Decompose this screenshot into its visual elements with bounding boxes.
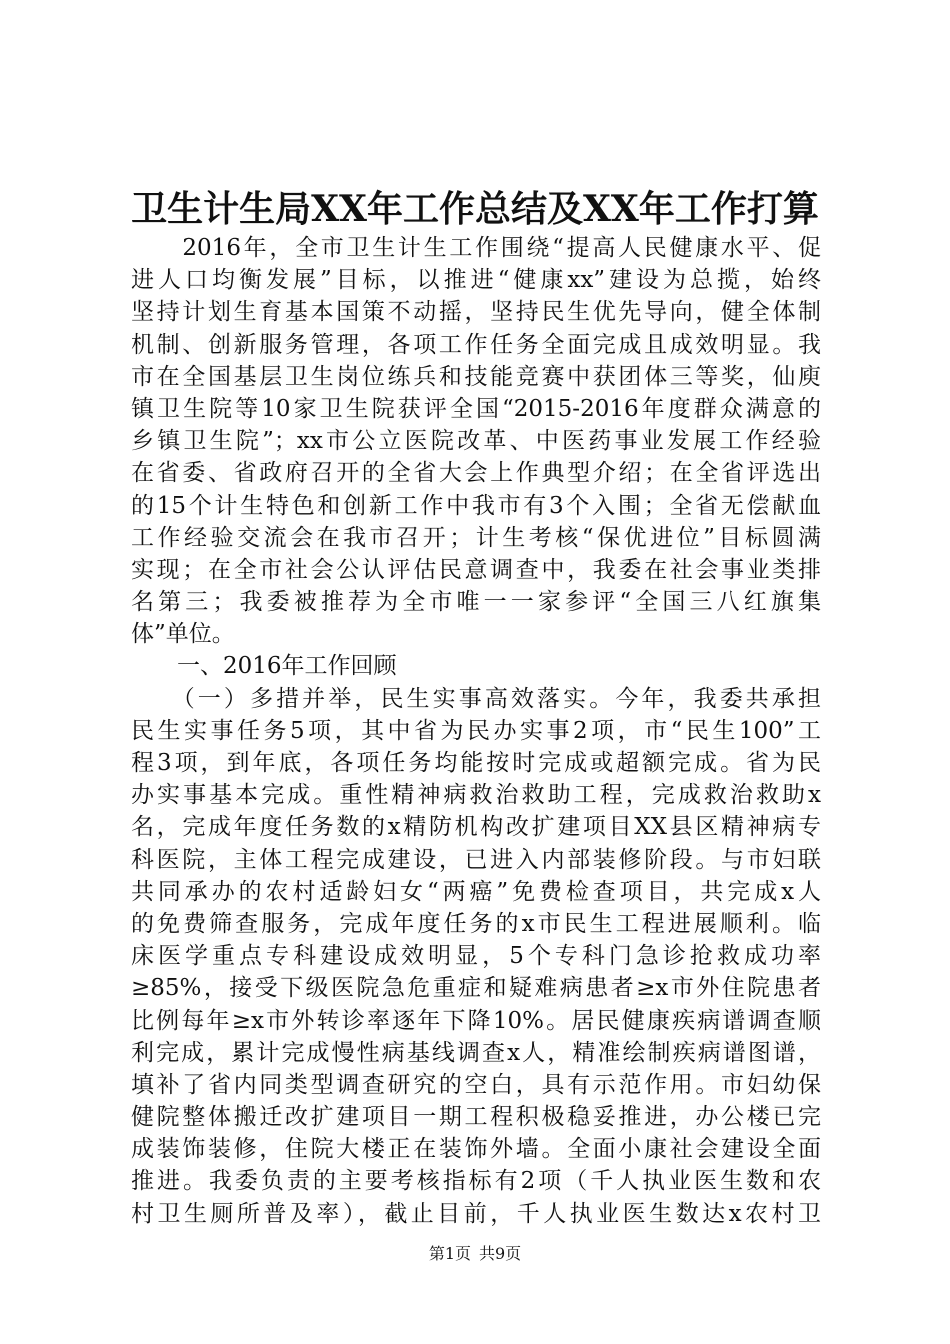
paragraph-line: 体”单位。 xyxy=(131,621,235,648)
paragraph-line: 的15个计生特色和创新工作中我市有3个入围；全省无偿献血 xyxy=(131,492,821,519)
paragraph-line: 乡镇卫生院”；xx市公立医院改革、中医药事业发展工作经验 xyxy=(131,428,821,455)
paragraph-line: 实现；在全市社会公认评估民意调查中，我委在社会事业类排 xyxy=(131,556,821,583)
paragraph-line: 办实事基本完成。重性精神病救治救助工程，完成救治救助x xyxy=(131,782,821,809)
paragraph-review xyxy=(131,683,821,1230)
paragraph-line: ≥85%，接受下级医院急危重症和疑难病患者≥x市外住院患者 xyxy=(131,975,821,1002)
paragraph-line: 名第三；我委被推荐为全市唯一一家参评“全国三八红旗集 xyxy=(131,589,821,616)
paragraph-line: 机制、创新服务管理，各项工作任务全面完成且成效明显。我 xyxy=(131,331,821,358)
paragraph-line: 科医院，主体工程完成建设，已进入内部装修阶段。与市妇联 xyxy=(131,846,821,873)
paragraph-line: 共同承办的农村适龄妇女“两癌”免费检查项目，共完成x人 xyxy=(131,878,821,905)
paragraph-line: 村卫生厕所普及率），截止目前，千人执业医生数达x农村卫 xyxy=(131,1200,821,1227)
document-body xyxy=(131,232,821,1230)
section-heading: 一、2016年工作回顾 xyxy=(131,653,397,680)
document-title: 卫生计生局XX年工作总结及XX年工作打算 xyxy=(131,188,819,230)
paragraph-line: （一）多措并举，民生实事高效落实。今年，我委共承担 xyxy=(131,685,821,712)
page-number-current: 第1页 xyxy=(428,1244,471,1263)
paragraph-line: 名，完成年度任务数的x精防机构改扩建项目XX县区精神病专 xyxy=(131,814,821,841)
paragraph-line: 坚持计划生育基本国策不动摇，坚持民生优先导向，健全体制 xyxy=(131,299,821,326)
paragraph-intro xyxy=(131,232,821,650)
paragraph-line: 市在全国基层卫生岗位练兵和技能竞赛中获团体三等奖，仙庾 xyxy=(131,363,821,390)
paragraph-line: 利完成，累计完成慢性病基线调查x人，精准绘制疾病谱图谱， xyxy=(131,1039,821,1066)
paragraph-line: 进人口均衡发展”目标，以推进“健康xx”建设为总揽，始终 xyxy=(131,267,821,294)
paragraph-line: 在省委、省政府召开的全省大会上作典型介绍；在全省评选出 xyxy=(131,460,821,487)
paragraph-line: 比例每年≥x市外转诊率逐年下降10%。居民健康疾病谱调查顺 xyxy=(131,1007,821,1034)
paragraph-line: 健院整体搬迁改扩建项目一期工程积极稳妥推进，办公楼已完 xyxy=(131,1104,821,1131)
paragraph-line: 程3项，到年底，各项任务均能按时完成或超额完成。省为民 xyxy=(131,750,821,776)
paragraph-line: 推进。我委负责的主要考核指标有2项（千人执业医生数和农 xyxy=(131,1168,821,1195)
paragraph-line: 工作经验交流会在我市召开；计生考核“保优进位”目标圆满 xyxy=(131,524,821,551)
paragraph-line: 民生实事任务5项，其中省为民办实事2项，市“民生100”工 xyxy=(131,717,821,744)
paragraph-line: 的免费筛查服务，完成年度任务的x市民生工程进展顺利。临 xyxy=(131,910,821,937)
paragraph-line: 床医学重点专科建设成效明显，5个专科门急诊抢救成功率 xyxy=(131,943,821,970)
page-number-total: 共9页 xyxy=(479,1244,522,1263)
paragraph-line: 2016年，全市卫生计生工作围绕“提高人民健康水平、促 xyxy=(131,235,821,261)
paragraph-line: 填补了省内同类型调查研究的空白，具有示范作用。市妇幼保 xyxy=(131,1071,821,1098)
page-footer xyxy=(0,1242,950,1266)
paragraph-line: 成装饰装修，住院大楼正在装饰外墙。全面小康社会建设全面 xyxy=(131,1136,821,1163)
paragraph-line: 镇卫生院等10家卫生院获评全国“2015-2016年度群众满意的 xyxy=(131,395,821,422)
